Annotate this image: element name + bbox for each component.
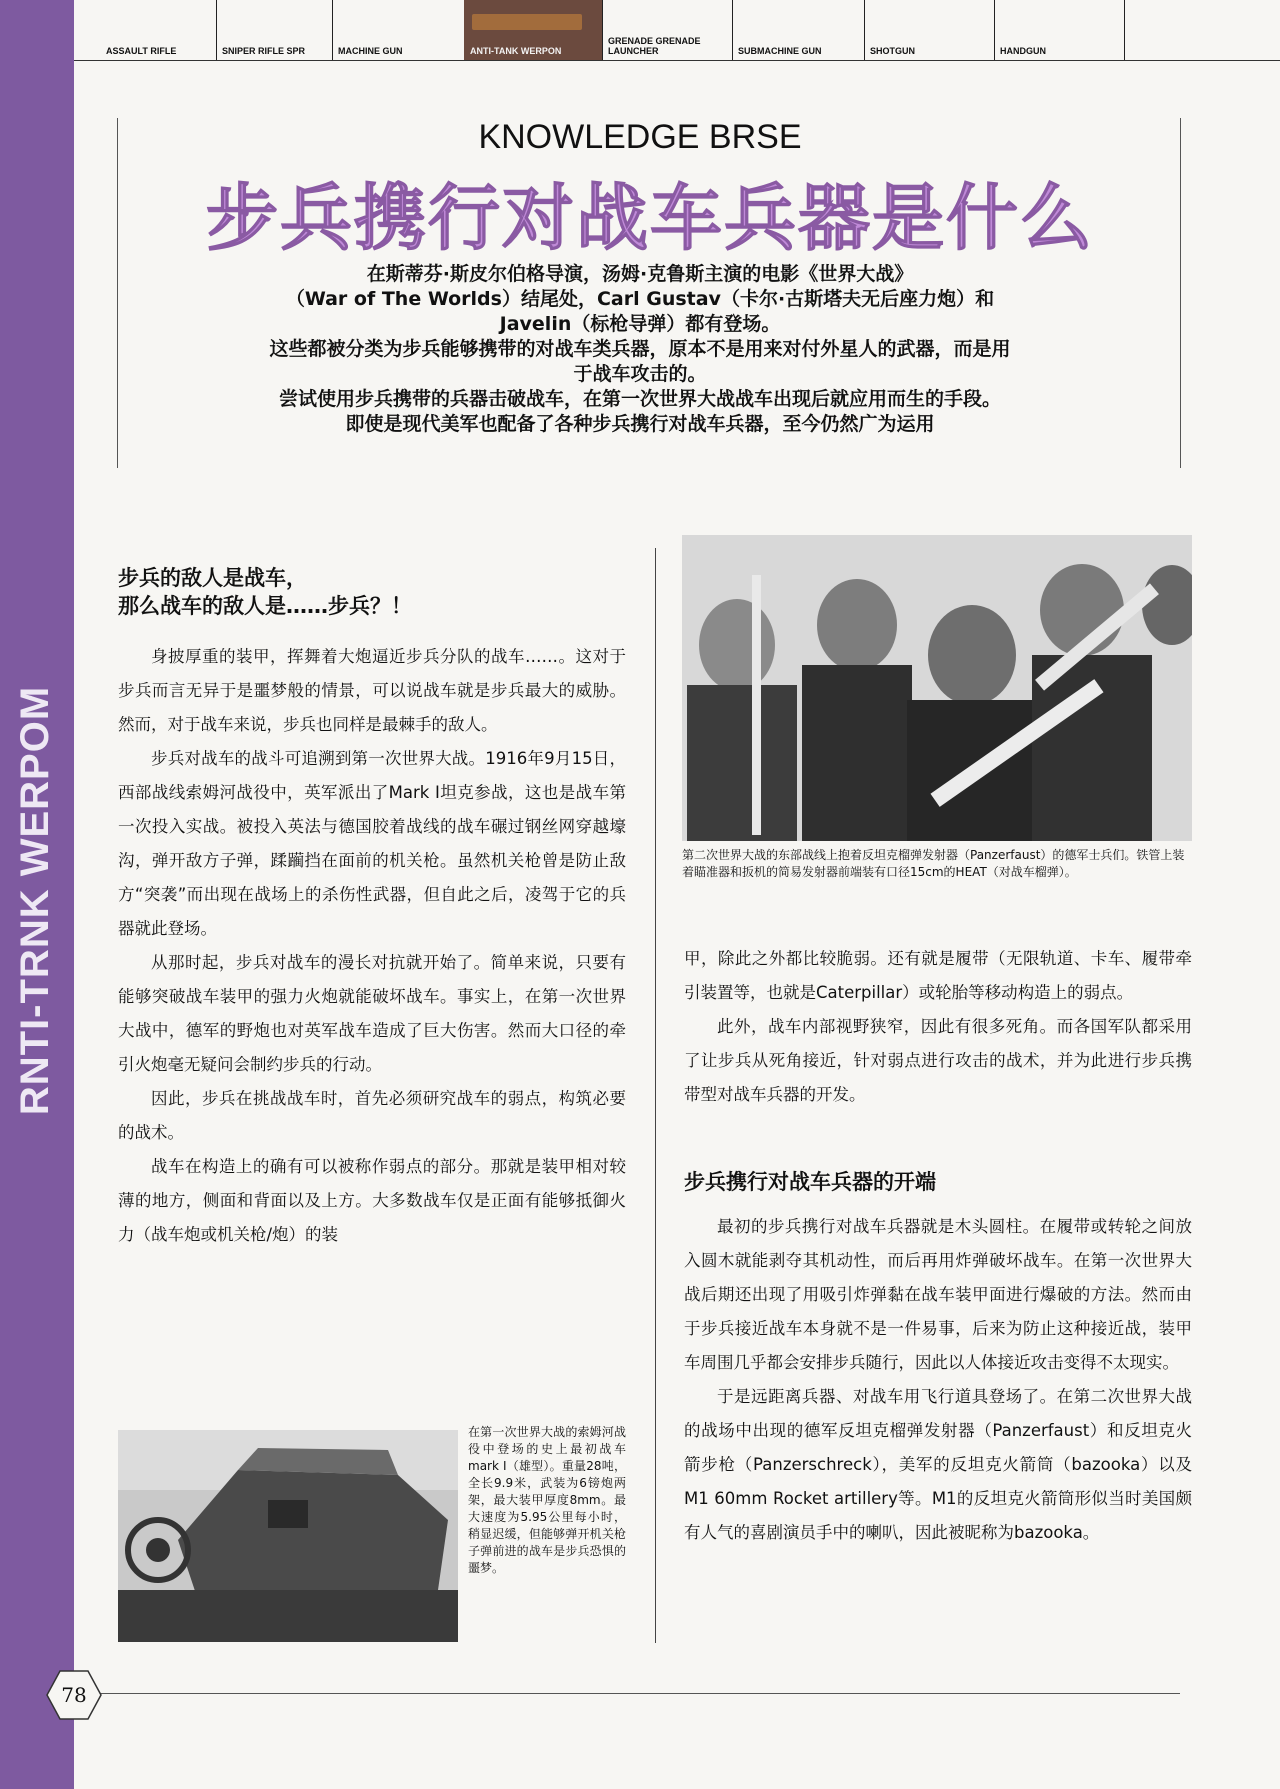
soldiers-panzerfaust-photo xyxy=(682,535,1192,841)
section1-body xyxy=(118,640,626,1252)
intro-line: 在斯蒂芬·斯皮尔伯格导演，汤姆·克鲁斯主演的电影《世界大战》 xyxy=(366,263,914,285)
intro-line: 即使是现代美军也配备了各种步兵携行对战车兵器，至今仍然广为运用 xyxy=(345,413,935,435)
tab-handgun[interactable]: HANDGUN xyxy=(994,0,1125,60)
footer-rule xyxy=(100,1693,1180,1694)
body-paragraph: 因此，步兵在挑战战车时，首先必须研究战车的弱点，构筑必要的战术。 xyxy=(118,1089,626,1142)
column-divider xyxy=(655,548,656,1643)
category-tab-bar xyxy=(100,0,1180,62)
soldiers-photo-caption: 第二次世界大战的东部战线上抱着反坦克榴弹发射器（Panzerfaust）的德军士兵们。铁管上装着瞄准器和扳机的简易发射器前端装有口径15cm的HEAT（对战车榴弹）。 xyxy=(682,848,1185,879)
tab-machine-gun[interactable]: MACHINE GUN xyxy=(332,0,465,60)
page-number: 78 xyxy=(61,1683,87,1707)
intro-line: （War of The Worlds）结尾处，Carl Gustav（卡尔·古斯塔夫无后座力炮）和 xyxy=(285,288,995,310)
body-paragraph: 此外，战车内部视野狭窄，因此有很多死角。而各国军队都采用了让步兵从死角接近，针对弱点进行攻击的战术，并为此进行步兵携带型对战车兵器的开发。 xyxy=(684,1017,1192,1104)
intro-line: Javelin（标枪导弹）都有登场。 xyxy=(499,313,781,335)
tab-underline xyxy=(74,60,1280,61)
intro-block xyxy=(180,262,1100,437)
tab-assault-rifle[interactable]: ASSAULT RIFLE xyxy=(100,0,217,60)
tab-thumbnail-icon xyxy=(472,14,582,30)
side-section-title: RNTI-TRNK WERPOM xyxy=(13,685,58,1115)
tank-photo-caption: 在第一次世界大战的索姆河战役中登场的史上最初战车mark I（雄型）。重量28吨，全长9.9米，武装为6镑炮两架，最大装甲厚度8mm。最大速度为5.95公里每小时，稍显迟缓，但能够弹开机关枪子弹前进的战车是步兵恐惧的噩梦。 xyxy=(468,1425,626,1575)
tab-sniper-rifle[interactable]: SNIPER RIFLE SPR xyxy=(216,0,333,60)
body-paragraph: 甲，除此之外都比较脆弱。还有就是履带（无限轨道、卡车、履带牵引装置等，也就是Caterpillar）或轮胎等移动构造上的弱点。 xyxy=(684,949,1192,1002)
body-paragraph: 战车在构造上的确有可以被称作弱点的部分。那就是装甲相对较薄的地方，侧面和背面以及上方。大多数战车仅是正面有能够抵御火力（战车炮或机关枪/炮）的装 xyxy=(118,1157,626,1244)
body-paragraph: 于是远距离兵器、对战车用飞行道具登场了。在第二次世界大战的战场中出现的德军反坦克榴弹发射器（Panzerfaust）和反坦克火箭步枪（Panzerschreck），美军的反坦克火箭筒（bazooka）以及M1 60mm Rocket artillery等。M1的反坦克火箭筒形似当时美国颇有人气的喜剧演员手中的喇叭，因此被昵称为bazooka。 xyxy=(684,1387,1192,1542)
header-kicker: KNOWLEDGE BRSE xyxy=(478,118,802,156)
soldiers-photo-illustration xyxy=(682,535,1192,841)
tab-submachine-gun[interactable]: SUBMACHINE GUN xyxy=(732,0,865,60)
intro-line: 尝试使用步兵携带的兵器击破战车，在第一次世界大战战车出现后就应用而生的手段。 xyxy=(278,388,1001,410)
tank-photo-illustration xyxy=(118,1430,458,1642)
body-paragraph: 身披厚重的装甲，挥舞着大炮逼近步兵分队的战车……。这对于步兵而言无异于是噩梦般的情景，可以说战车就是步兵最大的威胁。然而，对于战车来说，步兵也同样是最棘手的敌人。 xyxy=(118,647,626,734)
section1-heading: 步兵的敌人是战车， 那么战车的敌人是……步兵？！ xyxy=(118,566,412,618)
page-title: 步兵携行对战车兵器是什么 xyxy=(205,176,1094,260)
section2-body xyxy=(684,1210,1192,1550)
tab-anti-tank-weapon[interactable]: ANTI-TANK WERPON xyxy=(464,0,603,60)
tab-grenade-launcher[interactable]: GRENADE GRENADE LAUNCHER xyxy=(602,0,733,60)
section2-heading: 步兵携行对战车兵器的开端 xyxy=(684,1170,936,1194)
tab-shotgun[interactable]: SHOTGUN xyxy=(864,0,995,60)
intro-line: 于战车攻击的。 xyxy=(573,363,707,385)
body-paragraph: 步兵对战车的战斗可追溯到第一次世界大战。1916年9月15日，西部战线索姆河战役中，英军派出了Mark I坦克参战，这也是战车第一次投入实战。被投入英法与德国胶着战线的战车碾过钢丝网穿越壕沟，弹开敌方子弹，蹂躏挡在面前的机关枪。虽然机关枪曾是防止敌方“突袭”而出现在战场上的杀伤性武器，但自此之后，凌驾于它的兵器就此登场。 xyxy=(118,749,626,938)
header-left-rule xyxy=(117,118,118,468)
intro-line: 这些都被分类为步兵能够携带的对战车类兵器，原本不是用来对付外星人的武器，而是用 xyxy=(269,338,1011,360)
body-paragraph: 最初的步兵携行对战车兵器就是木头圆柱。在履带或转轮之间放入圆木就能剥夺其机动性，而后再用炸弹破坏战车。在第一次世界大战后期还出现了用吸引炸弹黏在战车装甲面进行爆破的方法。然而由于步兵接近战车本身就不是一件易事，后来为防止这种接近战，装甲车周围几乎都会安排步兵随行，因此以人体接近攻击变得不太现实。 xyxy=(684,1217,1192,1372)
body-paragraph: 从那时起，步兵对战车的漫长对抗就开始了。简单来说，只要有能够突破战车装甲的强力火炮就能破坏战车。事实上，在第一次世界大战中，德军的野炮也对英军战车造成了巨大伤害。然而大口径的牵引火炮毫无疑问会制约步兵的行动。 xyxy=(118,953,626,1074)
right-column-body xyxy=(684,942,1192,1112)
header-right-rule xyxy=(1180,118,1181,468)
tank-mark-i-photo xyxy=(118,1430,458,1642)
